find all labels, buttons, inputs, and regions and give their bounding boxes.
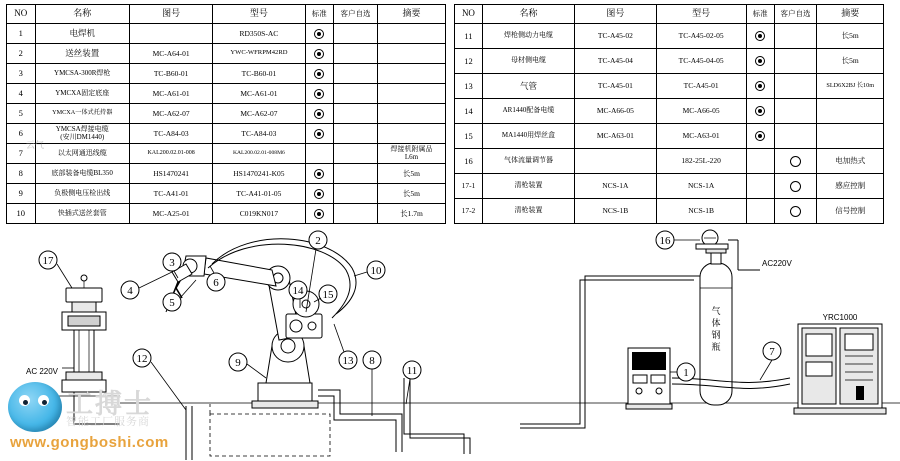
- standard-dot-icon: [755, 81, 765, 91]
- cell-draw: MC-A62-07: [129, 104, 212, 124]
- cell-cust: [334, 64, 378, 84]
- cell-cust: [774, 124, 817, 149]
- cell-cust: [334, 104, 378, 124]
- cell-remark: 信号控制: [817, 199, 884, 224]
- cell-draw: MC-A61-01: [129, 84, 212, 104]
- cell-model: NCS-1B: [656, 199, 746, 224]
- cell-cust: [334, 144, 378, 164]
- svg-text:TDK: TDK: [641, 358, 657, 367]
- cell-draw: [575, 149, 657, 174]
- callout-4: [121, 272, 172, 299]
- cell-remark: 长1.7m: [377, 204, 445, 224]
- cell-name: 母材侧电缆: [482, 49, 574, 74]
- svg-text:6: 6: [213, 277, 219, 289]
- svg-text:11: 11: [406, 365, 418, 377]
- cell-cust: [774, 24, 817, 49]
- cell-remark: [817, 124, 884, 149]
- callout-13: [334, 324, 357, 369]
- svg-text:16: 16: [659, 235, 671, 247]
- col-header-std: 标准: [305, 5, 334, 24]
- table-row: [455, 124, 884, 149]
- optional-ring-icon: [790, 181, 801, 192]
- cell-no: 14: [455, 99, 483, 124]
- standard-dot-icon: [755, 56, 765, 66]
- standard-dot-icon: [755, 106, 765, 116]
- cell-cust: [334, 204, 378, 224]
- table-row: [455, 74, 884, 99]
- system-layout-diagram: [0, 228, 900, 461]
- cell-name: YMCXA固定底座: [35, 84, 129, 104]
- standard-dot-icon: [314, 169, 324, 179]
- cell-draw: MC-A25-01: [129, 204, 212, 224]
- cell-model: 182-25L-220: [656, 149, 746, 174]
- svg-text:1: 1: [683, 367, 689, 379]
- standard-dot-icon: [755, 131, 765, 141]
- cell-std: [305, 164, 334, 184]
- cell-cust: [334, 184, 378, 204]
- callout-10: [354, 261, 385, 279]
- cell-std: [305, 204, 334, 224]
- cell-draw: MC-A64-01: [129, 44, 212, 64]
- cell-std: [305, 104, 334, 124]
- standard-dot-icon: [314, 29, 324, 39]
- callout-17: [39, 251, 72, 288]
- watermark-cloud-text: 云气: [26, 140, 45, 150]
- cell-draw: TC-A45-02: [575, 24, 657, 49]
- cell-draw: [129, 24, 212, 44]
- svg-text:8: 8: [369, 355, 375, 367]
- svg-text:钢: 钢: [711, 330, 721, 340]
- cell-model: TC-A84-03: [213, 124, 305, 144]
- cell-draw: TC-A41-01: [129, 184, 212, 204]
- cell-model: NCS-1A: [656, 174, 746, 199]
- cell-no: 9: [7, 184, 36, 204]
- cell-name: 气体流量调节器: [482, 149, 574, 174]
- cell-no: 10: [7, 204, 36, 224]
- cell-no: 7: [7, 144, 36, 164]
- cell-no: 1: [7, 24, 36, 44]
- cell-std: [305, 84, 334, 104]
- cell-draw: TC-A84-03: [129, 124, 212, 144]
- cell-remark: 长5m: [817, 24, 884, 49]
- cell-name: 清枪装置: [482, 199, 574, 224]
- cell-cust: [774, 149, 817, 174]
- cell-std: [746, 124, 774, 149]
- yrc1000-controller: [794, 313, 886, 414]
- svg-text:体: 体: [711, 318, 721, 328]
- cell-remark: [377, 124, 445, 144]
- cell-name: 快插式送丝套管: [35, 204, 129, 224]
- cell-name: 清枪装置: [482, 174, 574, 199]
- bom-table-right: [454, 4, 884, 224]
- cell-model: TC-A45-04-05: [656, 49, 746, 74]
- col-header-no: NO: [455, 5, 483, 24]
- torch-cleaner-unit: [62, 275, 106, 392]
- callout-16: [656, 231, 700, 249]
- svg-text:5: 5: [169, 297, 175, 309]
- cell-remark: 感应控制: [817, 174, 884, 199]
- svg-text:12: 12: [136, 353, 148, 365]
- watermark-title: 工搏士: [66, 389, 153, 419]
- svg-text:瓶: 瓶: [711, 342, 721, 352]
- standard-dot-icon: [314, 49, 324, 59]
- bom-table-left: [6, 4, 446, 224]
- callout-15: [314, 285, 337, 303]
- col-header-name: 名称: [482, 5, 574, 24]
- cell-model: KAL200.02.01-008M6: [213, 144, 305, 164]
- table-row: [455, 174, 884, 199]
- table-row: [7, 124, 446, 144]
- standard-dot-icon: [755, 31, 765, 41]
- cell-cust: [774, 74, 817, 99]
- table-header-row: [7, 5, 446, 24]
- svg-text:YRC1000: YRC1000: [822, 313, 858, 322]
- cell-model: TC-A45-01: [656, 74, 746, 99]
- cell-std: [746, 199, 774, 224]
- cell-model: TC-A41-01-05: [213, 184, 305, 204]
- cell-draw: TC-B60-01: [129, 64, 212, 84]
- svg-text:4: 4: [127, 285, 133, 297]
- cell-remark: [377, 44, 445, 64]
- svg-text:17: 17: [42, 255, 54, 267]
- callout-7: [760, 342, 781, 380]
- table-row: [455, 199, 884, 224]
- bom-tables: [6, 4, 894, 224]
- optional-ring-icon: [790, 156, 801, 167]
- table-row: [7, 204, 446, 224]
- cell-std: [305, 184, 334, 204]
- cell-cust: [334, 44, 378, 64]
- cell-std: [305, 44, 334, 64]
- col-header-cust: 客户自选: [774, 5, 817, 24]
- cell-remark: 焊接机附属品 L6m: [377, 144, 445, 164]
- svg-text:14: 14: [292, 285, 304, 297]
- cell-std: [305, 144, 334, 164]
- cell-draw: NCS-1A: [575, 174, 657, 199]
- cell-model: YWC-WFRPM42RD: [213, 44, 305, 64]
- cell-no: 5: [7, 104, 36, 124]
- cell-model: C019KN017: [213, 204, 305, 224]
- cell-name: MA1440用焊丝盒: [482, 124, 574, 149]
- wire-feeder: [286, 314, 322, 338]
- svg-text:AC 220V: AC 220V: [26, 367, 59, 376]
- cell-model: TC-B60-01: [213, 64, 305, 84]
- cell-name: 负极侧电压检出线: [35, 184, 129, 204]
- cell-name: YMCSA-300R焊枪: [35, 64, 129, 84]
- table-row: [455, 24, 884, 49]
- cell-draw: HS1470241: [129, 164, 212, 184]
- callout-8: [363, 351, 381, 416]
- standard-dot-icon: [314, 69, 324, 79]
- table-row: [7, 44, 446, 64]
- table-row: [7, 24, 446, 44]
- cell-model: MC-A63-01: [656, 124, 746, 149]
- col-header-no: NO: [7, 5, 36, 24]
- col-header-draw: 图号: [129, 5, 212, 24]
- cell-name: 送丝装置: [35, 44, 129, 64]
- cell-std: [305, 24, 334, 44]
- cell-std: [746, 24, 774, 49]
- cell-no: 2: [7, 44, 36, 64]
- cell-no: 13: [455, 74, 483, 99]
- cell-name: YMCSA焊接电缆 (安川DM1440): [35, 124, 129, 144]
- table-row: [7, 184, 446, 204]
- cell-cust: [774, 174, 817, 199]
- cell-draw: TC-A45-01: [575, 74, 657, 99]
- svg-text:3: 3: [169, 257, 175, 269]
- standard-dot-icon: [314, 89, 324, 99]
- standard-dot-icon: [314, 129, 324, 139]
- cell-cust: [774, 199, 817, 224]
- svg-text:15: 15: [322, 289, 334, 301]
- cell-no: 17-2: [455, 199, 483, 224]
- callout-12: [133, 349, 186, 410]
- optional-ring-icon: [790, 206, 801, 217]
- watermark-subtitle: 智能工厂服务商: [66, 416, 150, 428]
- cell-name: YMCXA一体式托持器: [35, 104, 129, 124]
- svg-text:13: 13: [342, 355, 354, 367]
- cell-draw: NCS-1B: [575, 199, 657, 224]
- cell-draw: MC-A66-05: [575, 99, 657, 124]
- col-header-model: 型号: [656, 5, 746, 24]
- cell-cust: [334, 124, 378, 144]
- table-row: [455, 149, 884, 174]
- cell-cust: [334, 84, 378, 104]
- cell-no: 11: [455, 24, 483, 49]
- svg-text:9: 9: [235, 357, 241, 369]
- cell-draw: TC-A45-04: [575, 49, 657, 74]
- cell-model: MC-A62-07: [213, 104, 305, 124]
- cell-draw: MC-A63-01: [575, 124, 657, 149]
- table-row: [7, 84, 446, 104]
- cell-name: 以太网通迅线缆: [35, 144, 129, 164]
- cell-std: [746, 49, 774, 74]
- cell-no: 3: [7, 64, 36, 84]
- cell-no: 6: [7, 124, 36, 144]
- col-header-cust: 客户自选: [334, 5, 378, 24]
- cell-remark: [377, 24, 445, 44]
- cell-model: RD350S-AC: [213, 24, 305, 44]
- cell-name: 焊枪侧动力电缆: [482, 24, 574, 49]
- cell-name: 底部装备电缆BL350: [35, 164, 129, 184]
- cell-cust: [334, 24, 378, 44]
- table-row: [7, 64, 446, 84]
- table-row: [455, 49, 884, 74]
- cell-remark: SLD6X2BJ 长10m: [817, 74, 884, 99]
- cell-std: [746, 74, 774, 99]
- svg-text:7: 7: [769, 346, 775, 358]
- table-row: [7, 164, 446, 184]
- welding-robot: [166, 239, 470, 456]
- cell-std: [746, 149, 774, 174]
- cell-cust: [774, 99, 817, 124]
- table-header-row: [455, 5, 884, 24]
- cell-no: 16: [455, 149, 483, 174]
- cell-model: MC-A61-01: [213, 84, 305, 104]
- col-header-remark: 摘要: [817, 5, 884, 24]
- cell-name: 电焊机: [35, 24, 129, 44]
- cell-name: 气管: [482, 74, 574, 99]
- svg-text:气: 气: [711, 306, 721, 316]
- standard-dot-icon: [314, 109, 324, 119]
- cell-std: [746, 174, 774, 199]
- cell-remark: [377, 104, 445, 124]
- watermark-url: www.gongboshi.com: [10, 434, 169, 451]
- cell-std: [305, 124, 334, 144]
- table-row: [7, 104, 446, 124]
- col-header-model: 型号: [213, 5, 305, 24]
- cell-remark: 长5m: [377, 184, 445, 204]
- cell-no: 15: [455, 124, 483, 149]
- cell-name: AR1440配备电缆: [482, 99, 574, 124]
- cell-no: 8: [7, 164, 36, 184]
- col-header-std: 标准: [746, 5, 774, 24]
- cell-remark: 长5m: [817, 49, 884, 74]
- col-header-name: 名称: [35, 5, 129, 24]
- welding-power-source: [626, 348, 672, 409]
- cell-draw: KAL200.02.01-008: [129, 144, 212, 164]
- cell-remark: [377, 64, 445, 84]
- cell-no: 17-1: [455, 174, 483, 199]
- svg-text:AC220V: AC220V: [762, 259, 792, 268]
- table-row: [455, 99, 884, 124]
- cell-remark: 电加热式: [817, 149, 884, 174]
- col-header-draw: 图号: [575, 5, 657, 24]
- standard-dot-icon: [314, 209, 324, 219]
- cell-remark: [817, 99, 884, 124]
- cell-no: 12: [455, 49, 483, 74]
- col-header-remark: 摘要: [377, 5, 445, 24]
- table-row: [7, 144, 446, 164]
- cell-cust: [774, 49, 817, 74]
- callout-11: [403, 361, 421, 404]
- standard-dot-icon: [314, 189, 324, 199]
- svg-text:2: 2: [315, 235, 321, 247]
- callout-5: [163, 280, 196, 311]
- cell-no: 4: [7, 84, 36, 104]
- cell-cust: [334, 164, 378, 184]
- cell-std: [305, 64, 334, 84]
- cell-std: [746, 99, 774, 124]
- svg-text:10: 10: [370, 265, 382, 277]
- cell-model: HS1470241-K05: [213, 164, 305, 184]
- cell-model: MC-A66-05: [656, 99, 746, 124]
- cell-remark: [377, 84, 445, 104]
- cell-model: TC-A45-02-05: [656, 24, 746, 49]
- cell-remark: 长5m: [377, 164, 445, 184]
- callout-9: [229, 353, 266, 378]
